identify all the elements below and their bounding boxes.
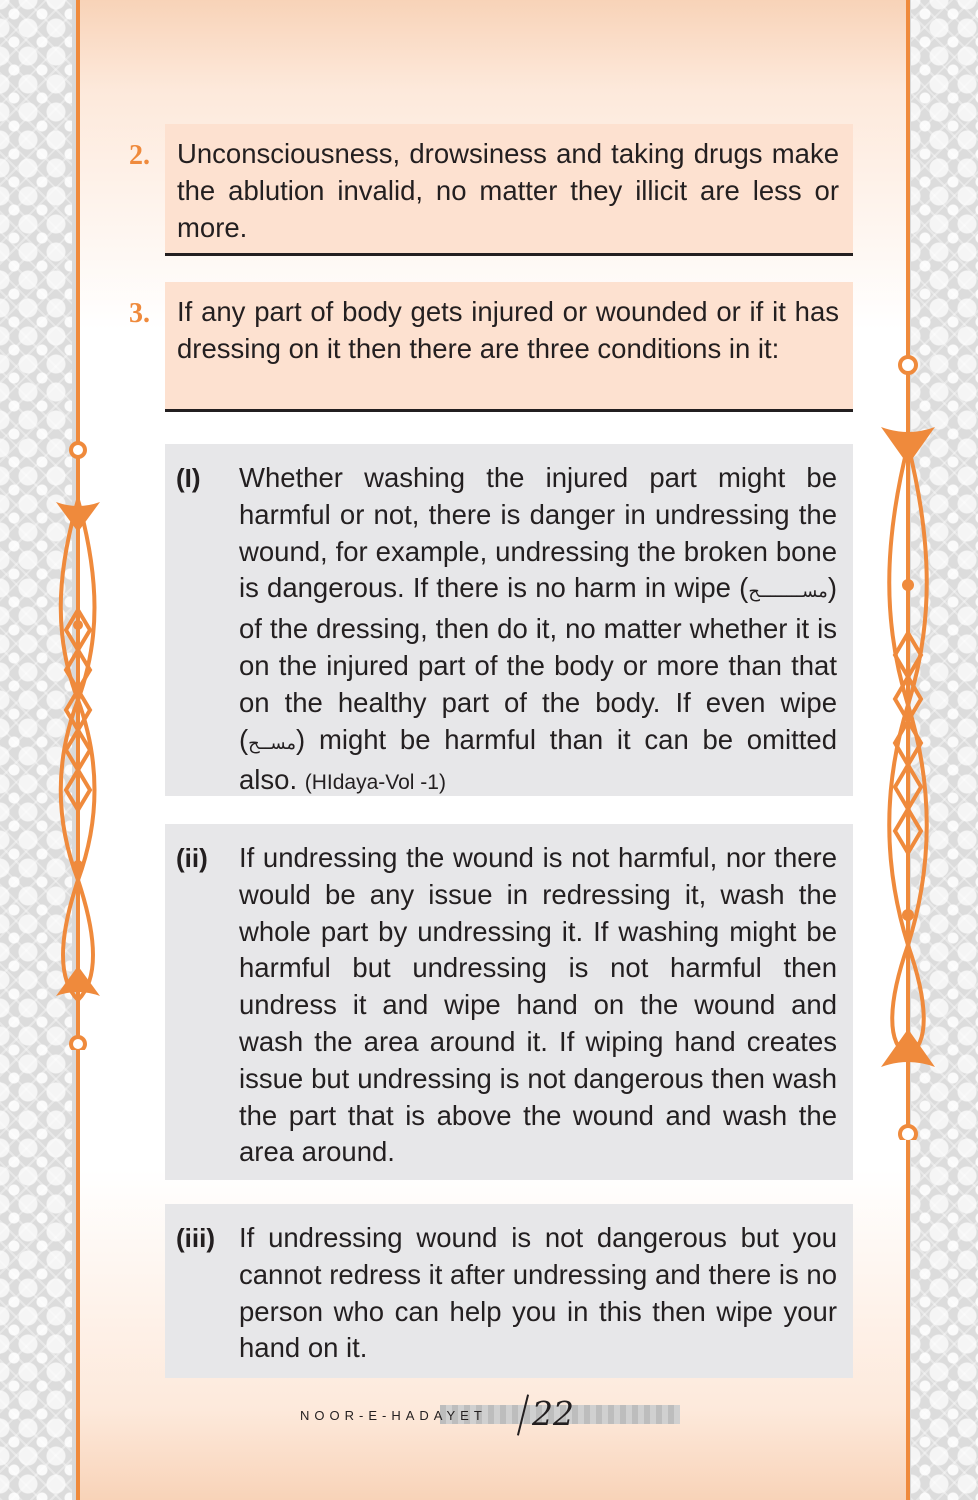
page-footer [300,1396,690,1436]
condition-text-part: Whether washing the injured part might be harmful or not, there is danger in undressing the wound, for example, undressing the broken bone is dangerous. If there is no harm in wipe ( [239,462,837,604]
condition-text: If undressing wound is not dangerous but you cannot redress it after undressing and there is no person who can help you in this then wipe your hand on it. [239,1222,837,1364]
page-number: 22 [532,1394,574,1433]
list-item-number: 3. [129,298,150,329]
list-item-text: Unconsciousness, drowsiness and taking drugs make the ablution invalid, no matter they illicit are less or more. [177,138,839,243]
list-item-2 [129,124,853,254]
list-item-number: 2. [129,140,150,171]
condition-text: If undressing the wound is not harmful, nor there would be any issue in redressing it, wash the whole part by undressing it. If washing might be harmful but undressing is not harmful then undress it and wipe hand on the wound and wash the area around it. If wiping hand creates issue but undressing is not dangerous then wash the part that is above the wound and wash the area around. [239,842,837,1168]
divider [165,253,853,256]
condition-i [165,444,853,796]
right-ornament-icon [879,355,939,1140]
condition-label: (I) [176,463,201,493]
condition-label: (iii) [176,1223,215,1253]
divider [165,409,853,412]
condition-text [165,444,853,816]
condition-label: (ii) [176,843,208,873]
list-item-3 [129,282,853,410]
arabic-term: مســــــــح [748,581,828,603]
list-item-text: If any part of body gets injured or wounded or if it has dressing on it then there are three conditions in it: [177,296,839,364]
reference-citation: (HIdaya-Vol -1) [304,771,446,795]
condition-ii [165,824,853,1180]
arabic-term: مســح [248,732,297,754]
left-ornament-icon [50,440,110,1050]
condition-text-part: ) of the dressing, then do it, no matter whether it is on the injured part of the body or more than that on the healthy part of the body. If even wipe ( [239,572,837,755]
condition-iii [165,1204,853,1378]
book-title: NOOR-E-HADAYET [300,1408,487,1423]
condition-text-part: ) might be harmful than it can be omitted also. [239,723,837,796]
